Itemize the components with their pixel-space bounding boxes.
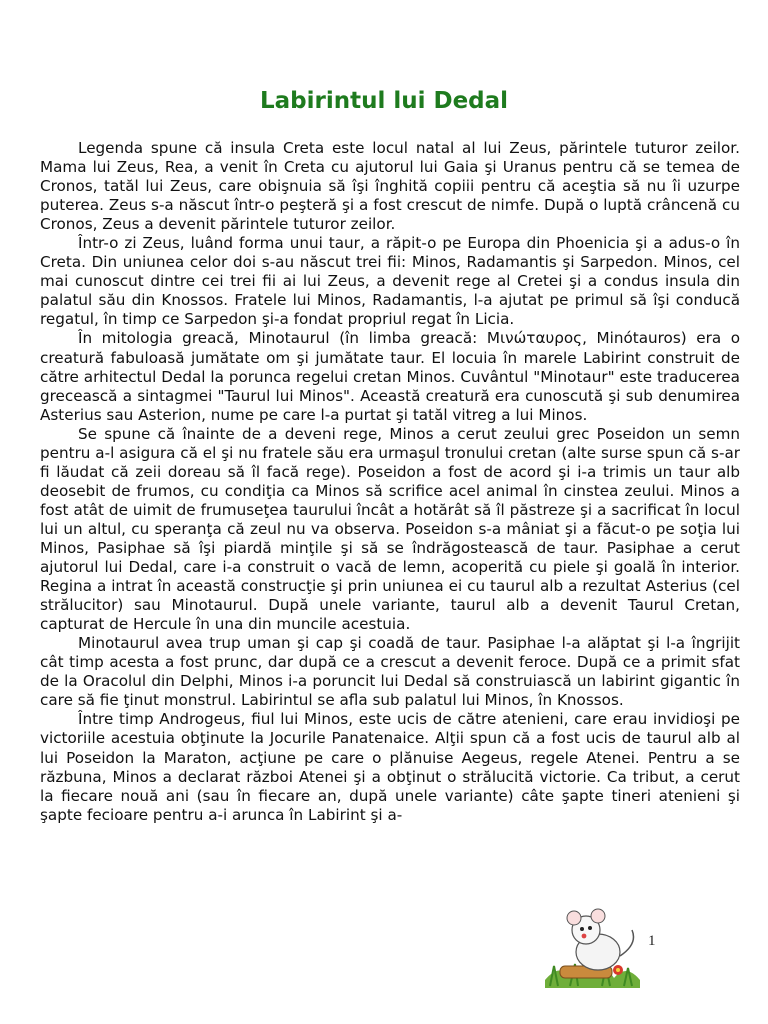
paragraph: Legenda spune că insula Creta este locul natal al lui Zeus, părintele tuturor zeilor. Mama lui Zeus, Rea, a venit în Creta cu ajutorul lui Gaia şi Uranus pentru că se temea de Cronos, tatăl lui Zeus, care obişnuia să îşi înghită copiii pentru că aceştia să nu îi uzurpe puterea. Zeus s-a născut într-o peşteră şi a fost crescut de nimfe. După o luptă crâncenă cu Cronos, Zeus a devenit părintele tuturor zeilor. — [40, 139, 740, 234]
paragraph: În mitologia greacă, Minotaurul (în limba greacă: Μινώταυρος, Minótauros) era o creatură fabuloasă jumătate om şi jumătate taur. El locuia în marele Labirint construit de către arhitectul Dedal la porunca regelui cretan Minos. Cuvântul "Minotaur" este traducerea grecească a sintagmei "Taurul lui Minos". Această creatură era cunoscută şi sub denumirea Asterius sau Asterion, nume pe care l-a purtat şi tatăl vitreg a lui Minos. — [40, 329, 740, 424]
paragraph: Minotaurul avea trup uman şi cap şi coadă de taur. Pasiphae l-a alăptat şi l-a îngrijit cât timp acesta a fost prunc, dar după ce a crescut a devenit feroce. După ce a primit sfat de la Oracolul din Delphi, Minos i-a poruncit lui Dedal să construiască un labirint gigantic în care să fie ţinut monstrul. Labirintul se afla sub palatul lui Minos, în Knossos. — [40, 634, 740, 710]
document-body — [40, 139, 740, 825]
paragraph: Între timp Androgeus, fiul lui Minos, este ucis de către atenieni, care erau invidioşi pe victoriile acestuia obţinute la Jocurile Panatenaice. Alţii spun că a fost ucis de taurul alb al lui Poseidon la Maraton, acţiune pe care o plănuise Aegeus, regele Atenei. Pentru a se răzbuna, Minos a declarat război Atenei şi a obţinut o strălucită victorie. Ca tribut, a cerut la fiecare nouă ani (sau în fiecare an, după unele variante) câte şapte tineri atenieni şi şapte fecioare pentru a-i arunca în Labirint şi a- — [40, 710, 740, 824]
document-title: Labirintul lui Dedal — [259, 88, 509, 114]
cartoon-mouse-reading-icon — [540, 900, 650, 990]
paragraph: Se spune că înainte de a deveni rege, Minos a cerut zeului grec Poseidon un semn pentru a-l asigura că el şi nu fratele său era urmaşul tronului cretan (alte surse spun că s-ar fi lăudat că zeii doreau să îl facă rege). Poseidon a fost de acord şi i-a trimis un taur alb deosebit de frumos, cu condiţia ca Minos să scrifice acel animal în cinstea zeului. Minos a fost atât de uimit de frumuseţea taurului încât a hotărât să îl păstreze şi a sacrificat în locul lui un altul, cu speranţa că zeul nu va observa. Poseidon s-a mâniat şi a făcut-o pe soţia lui Minos, Pasiphae să îşi piardă minţile şi să se îndrăgostească de taur. Pasiphae a cerut ajutorul lui Dedal, care i-a construit o vacă de lemn, acoperită cu piele şi goală în interior. Regina a intrat în această construcţie şi prin uniunea ei cu taurul alb a rezultat Asterius (cel strălucitor) sau Minotaurul. După unele variante, taurul alb a devenit Taurul Cretan, capturat de Hercule în una din muncile acestuia. — [40, 424, 740, 634]
paragraph: Într-o zi Zeus, luând forma unui taur, a răpit-o pe Europa din Phoenicia şi a adus-o în Creta. Din uniunea celor doi s-au născut trei fii: Minos, Radamantis şi Sarpedon. Minos, cel mai cunoscut dintre cei trei fii ai lui Zeus, a devenit rege al Cretei şi a condus insula din palatul său din Knossos. Fratele lui Minos, Radamantis, l-a ajutat pe primul să îşi conducă regatul, în timp ce Sarpedon şi-a fondat propriul regat în Licia. — [40, 234, 740, 329]
page-number: 1 — [648, 933, 656, 949]
